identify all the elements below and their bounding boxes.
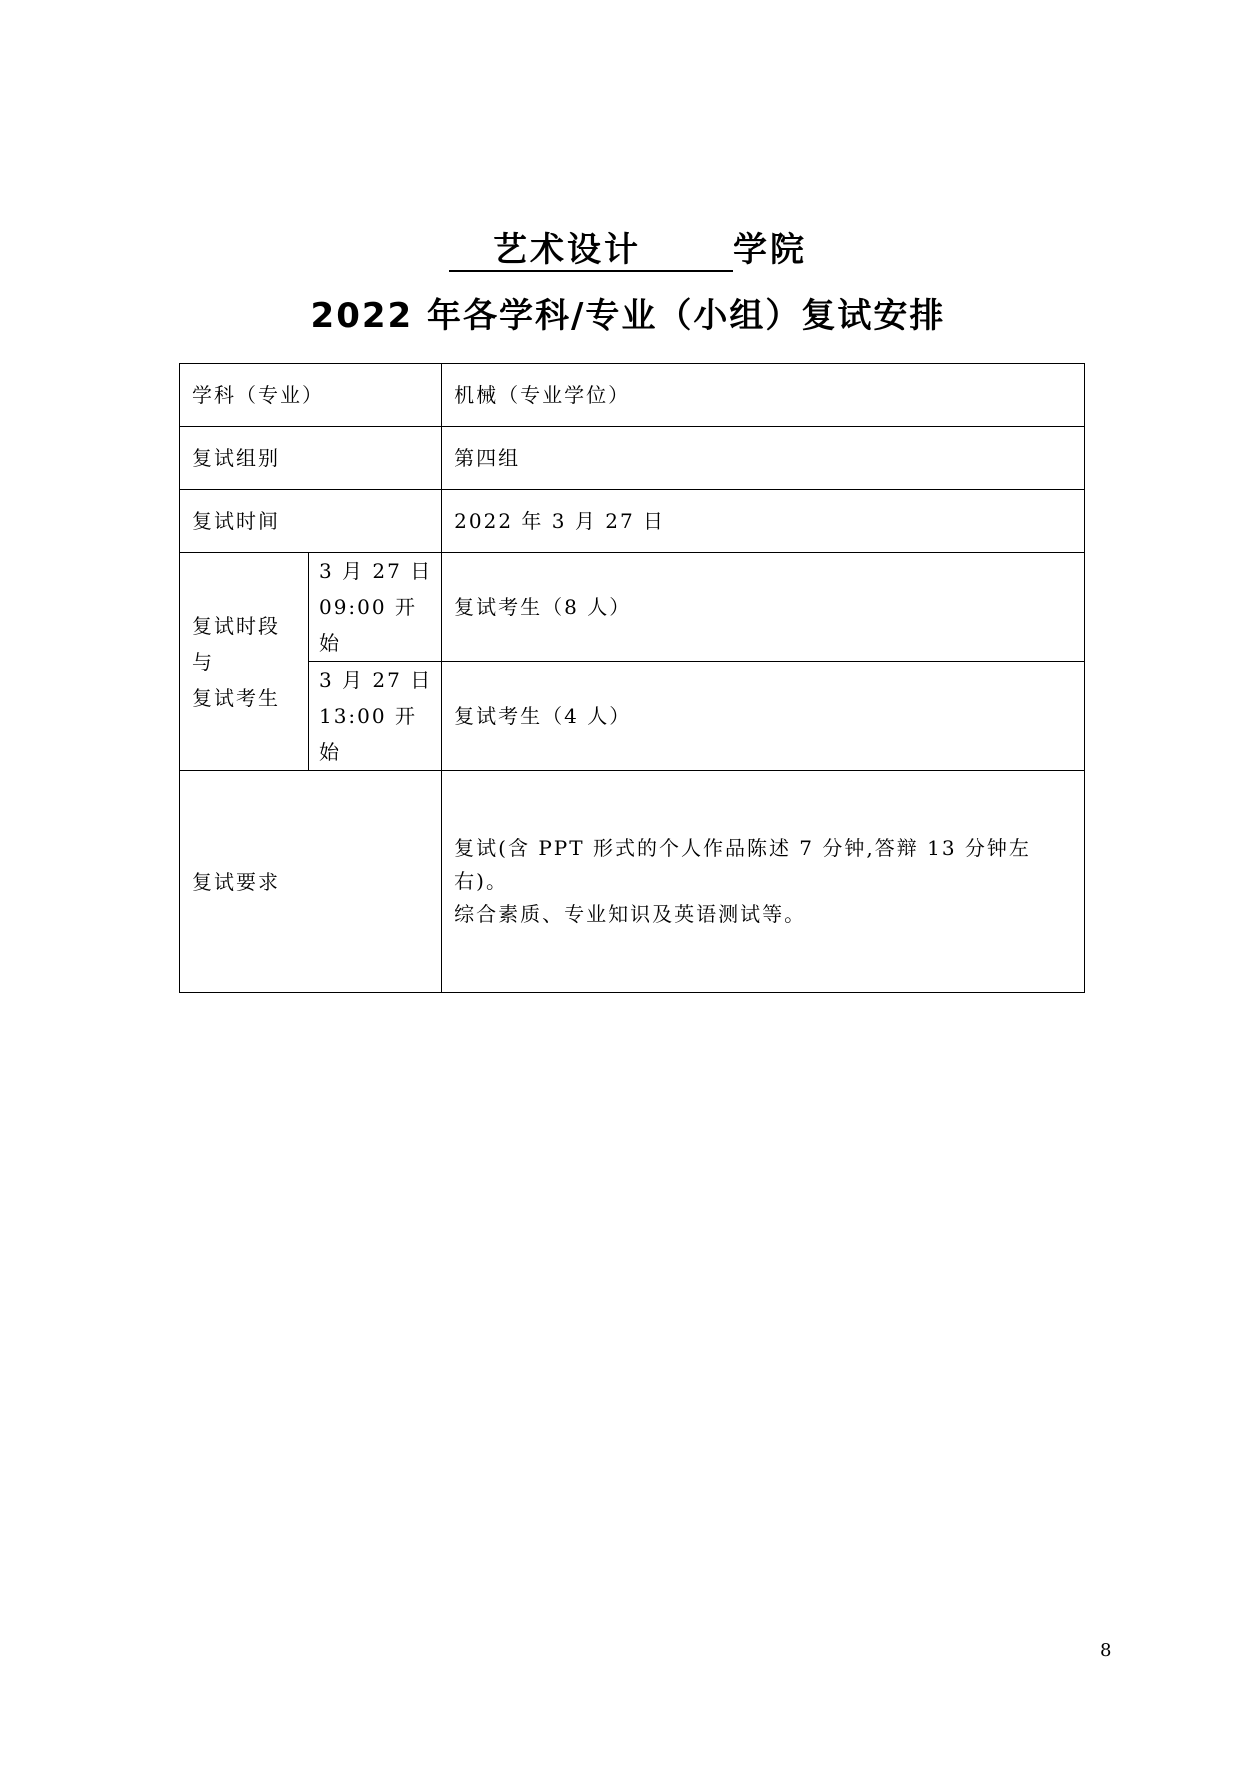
table-row-subject — [180, 364, 1085, 427]
group-label: 复试组别 — [180, 427, 442, 490]
slot-time-1-date: 3 月 27 日 — [318, 559, 433, 583]
requirements-line2: 综合素质、专业知识及英语测试等。 — [454, 902, 807, 926]
school-name: 艺术设计 — [449, 230, 733, 272]
group-value: 第四组 — [442, 427, 1085, 490]
table-row-date — [180, 490, 1085, 553]
school-heading — [0, 228, 1256, 272]
page-number: 8 — [1100, 1640, 1112, 1661]
requirements-label: 复试要求 — [180, 771, 442, 993]
slots-label — [180, 553, 309, 771]
slot-time-2-start: 13:00 开始 — [318, 704, 417, 764]
slot-time-1-start: 09:00 开始 — [318, 595, 417, 655]
subject-value: 机械（专业学位） — [442, 364, 1085, 427]
slot-time-2-date: 3 月 27 日 — [318, 668, 433, 692]
school-suffix: 学院 — [733, 230, 807, 270]
requirements-line1: 复试(含 PPT 形式的个人作品陈述 7 分钟,答辩 13 分钟左右)。 — [454, 836, 1031, 893]
slot-time-1 — [308, 553, 441, 662]
requirements-value — [442, 771, 1085, 993]
slot-time-2 — [308, 662, 441, 771]
slot-candidates-1: 复试考生（8 人） — [442, 553, 1085, 662]
slots-label-line1: 复试时段与 — [192, 613, 280, 674]
table-row-group — [180, 427, 1085, 490]
table-row-slot-2 — [180, 662, 1085, 771]
table-row-requirements — [180, 771, 1085, 993]
table-row-slot-1 — [180, 553, 1085, 662]
slot-candidates-2: 复试考生（4 人） — [442, 662, 1085, 771]
date-label: 复试时间 — [180, 490, 442, 553]
subject-label: 学科（专业） — [180, 364, 442, 427]
slots-label-line2: 复试考生 — [192, 685, 280, 710]
page-title: 2022 年各学科/专业（小组）复试安排 — [310, 296, 946, 336]
date-value: 2022 年 3 月 27 日 — [442, 490, 1085, 553]
schedule-table — [179, 363, 1085, 993]
